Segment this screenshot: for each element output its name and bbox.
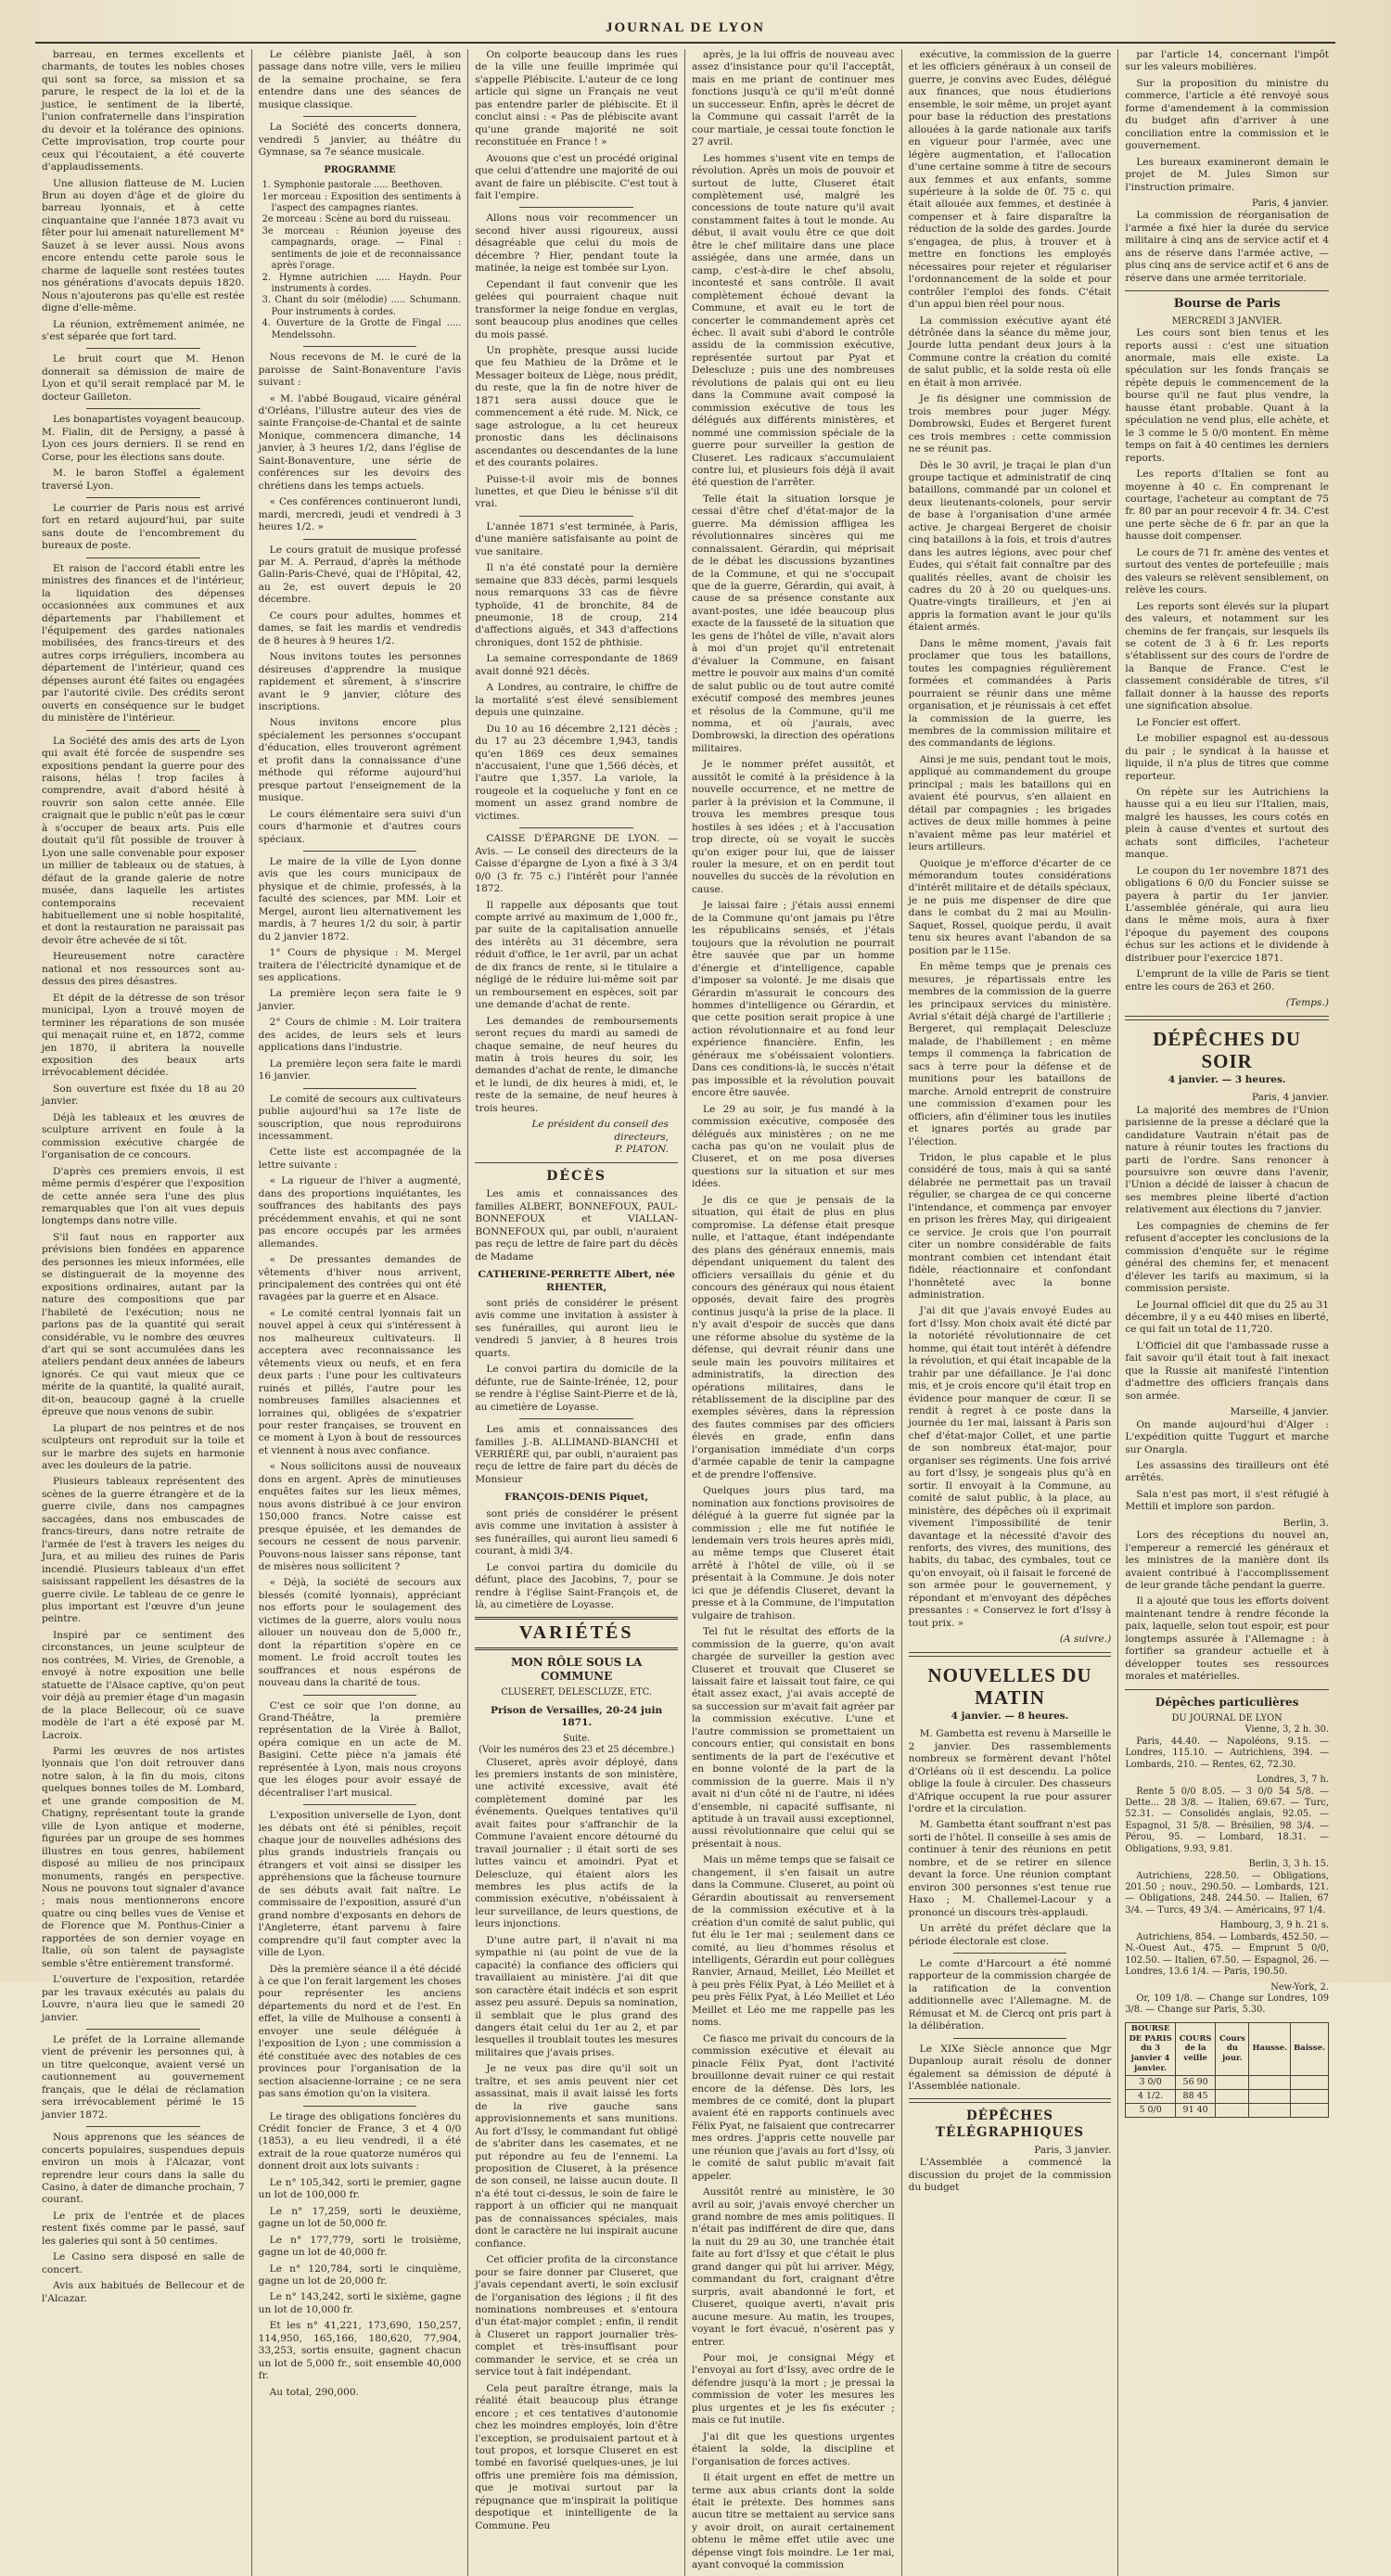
bourse-date: MERCREDI 3 JANVIER. bbox=[1171, 315, 1283, 327]
paragraph: La Société des amis des arts de Lyon qui avait été forcée de suspendre ses expositions pendant la guerre pour des raisons, hélas ! trop faciles à comprendre, avait d'abord hésité à rouvrir son salon cette année. Elle craignait que le public n'eût pas le cœur à s'occuper de beaux arts. Puis elle doutait qu'il fût possible de trouver à Lyon une salle convenable pour exposer un millier de tableaux ou de statues, à défaut de la grande galerie de notre musée, dans laquelle les artistes contemporains recevaient habituellement une si noble hospitalité, et dont la restauration ne paraissait pas devoir être achevée de si tôt. bbox=[42, 735, 245, 946]
paragraph: Il rappelle aux déposants que tout compte arrivé au maximum de 1,000 fr., par suite de la capitalisation annuelle des intérêts au 31 décembre, sera réduit d'office, le 1er avril, par un achat de dix francs de rente, si le titulaire a négligé de le réduire lui-même soit par un remboursement en espèces, soit par une demande d'achat de rente. bbox=[475, 899, 678, 1011]
paragraph: D'une autre part, il n'avait ni ma sympathie ni (au point de vue de la capacité) la confiance des officiers qui travaillaient au ministère. J'ai dit que son caractère était indécis et son esprit assez peu assuré. Depuis sa nomination, il semblait que le plus grand des dangers était celui du 1er au 2, et par lesquelles il troublait toutes les mesures militaires que j'avais prises. bbox=[475, 1934, 678, 2058]
program-item: 1er morceau : Exposition des sentiments à l'aspect des campagnes riantes. bbox=[262, 191, 462, 213]
paragraph: La réunion, extrêmement animée, ne s'est séparée que fort tard. bbox=[42, 318, 245, 342]
paragraph: Le convoi partira du domicile du défunt, place des Jacobins, 7, pour se rendre à l'église Saint-François et, de là, au cimetière de Loyasse. bbox=[475, 1561, 678, 1610]
paragraph: On colporte beaucoup dans les rues de la ville une feuille imprimée qui s'appelle Plébiscite. L'auteur de ce long article qui signe un Français ne veut pas entendre parler de plébiscite. Et il conclut ainsi : « Pas de plébiscite avant qu'une grande majorité ne soit reconstituée en France ! » bbox=[475, 49, 678, 148]
paragraph: 2° Cours de chimie : M. Loir traitera des acides, de leurs sels et leurs applications dans l'industrie. bbox=[258, 1017, 462, 1054]
divider bbox=[475, 1162, 678, 1163]
paragraph: J'ai dit que les questions urgentes étaient la solde, la discipline et l'organisation de forces actives. bbox=[692, 2430, 895, 2467]
paragraph: exécutive, la commission de la guerre et les officiers généraux à un conseil de guerre, je convins avec Eudes, délégué aux finances, que nous étudierions ensemble, le soir même, un projet ayant pour base la réduction des prestations allouées à la garde nationale aux tarifs en vigueur pour l'armée, avec une légère augmentation, et l'allocation d'une certaine somme à titre de secours aux femmes et aux enfants, somme supérieure à la solde de 0f. 75 c. qui était allouée aux femmes, et destinée à compenser et à faire disparaître la réduction de la solde des gardes. Jourde s'engagea, de plus, à trouver et à mettre en fonctions les employés nécessaires pour rejeter et régulariser l'ordonnancement de la solde et pour contrôler l'emploi des fonds. C'était d'un appui bien réel pour nous. bbox=[908, 49, 1112, 311]
paragraph: L'année 1871 s'est terminée, à Paris, d'une manière satisfaisante au point de vue sanitaire. bbox=[475, 520, 678, 557]
paragraph: Les bonapartistes voyagent beaucoup. M. Fialin, dit de Persigny, a passé à Lyon ces jours derniers. Il se rend en Corse, pour les élections sans doute. bbox=[42, 414, 245, 463]
divider bbox=[86, 557, 199, 558]
paragraph: Les amis et connaissances des familles J.-B. ALLIMAND-BIANCHI et VERRIÈRE qui, par oubli, n'auraient pas reçu de lettre de faire part du décès de Monsieur bbox=[475, 1424, 678, 1485]
table-cell: 91 40 bbox=[1175, 2103, 1215, 2117]
paragraph: Tel fut le résultat des efforts de la commission de la guerre, qu'on avait chargée de surveiller la gestion avec Cluseret et trouvait que Cluseret se laissait faire et laissait tout faire, ce qui était assez exact, j'ai avais accepté de sa succession sur m'avait fait agréer par la commission exécutive. L'une et l'autre commission se promettaient un concours entier, qui consistait en bons sentiments de la part de l'exécutive et en bonne volonté de la part de la commission de la guerre. Mais il n'y avait ni d'un côté ni de l'autre, ni idées d'ensemble, ni capacité suffisante, ni aptitude à un travail aussi exceptionnel, aussi révolutionnaire que celui qui se présentait à nous. bbox=[692, 1626, 895, 1850]
paragraph: Cluseret, après avoir déployé, dans les premiers instants de son ministère, une activité excessive, avait été complètement dominé par les événements. Quelques tentatives qu'il avait faites pour s'affranchir de la Commune l'avaient encore détourné du travail journalier ; il était sorti de ses luttes vaincu et amoindri. Pyat et Delescluze, qui étaient alors les membres les plus actifs de la commission exécutive, n'obéissaient à leur surveillance, de leurs questions, de leurs injonctions. bbox=[475, 1756, 678, 1930]
paragraph: Nous apprenons que les séances de concerts populaires, suspendues depuis environ un mois à l'Alcazar, vont reprendre leur cours dans la salle du Casino, à dater de dimanche prochain, 7 courant. bbox=[42, 2132, 245, 2206]
table-cell bbox=[1291, 2103, 1329, 2117]
paragraph: Pour moi, je consignai Mégy et l'envoyai au fort d'Issy, avec ordre de le défendre jusqu'à la mort ; je pressai la commission de voter les mesures les plus urgentes et je les fis exécuter ; mais ce fut inutile. bbox=[692, 2352, 895, 2427]
source-credit: (Temps.) bbox=[1285, 997, 1329, 1009]
dateline: Paris, 4 janvier. bbox=[1251, 197, 1329, 209]
paragraph: C'est ce soir que l'on donne, au Grand-Théâtre, la première représentation de la Virée à Ballot, opéra comique en un acte de M. Basigini. Cette pièce n'a jamais été représentée à Lyon, mais nous croyons que les éloges pour avoir essayé de décentraliser l'art musical. bbox=[258, 1699, 462, 1799]
paragraph: « M. l'abbé Bougaud, vicaire général d'Orléans, l'illustre auteur des vies de sainte Françoise-de-Chantal et de sainte Monique, commencera dimanche, 14 janvier, à 3 heures 1/2, dans l'église de Saint-Bonaventure, une série de conférences sur les devoirs des chrétiens dans les temps actuels. bbox=[258, 392, 462, 492]
paragraph: Parmi les œuvres de nos artistes lyonnais que l'on doit retrouver dans notre salon, à la fin du mois, citons quelques bonnes toiles de M. Lombard, et une grande composition de M. Chatigny, représentant toute la grande ville de Lyon antique et moderne, figurées par un groupe de ses hommes illustres en tous genres, habilement disposé au milieu de nos principaux monuments, rangés en perspective. Nous ne pouvons tout signaler d'avance ; mais nous mentionnerons encore quatre ou cinq belles vues de Venise et de Florence que M. Ponthus-Cinier a rapportées de son dernier voyage en Italie, où son talent de paysagiste semble s'être entièrement transformé. bbox=[42, 1746, 245, 1969]
table-cell: 88 45 bbox=[1175, 2089, 1215, 2103]
paragraph: Puisse-t-il avoir mis de bonnes lunettes, et que Dieu le bénisse s'il dit vrai. bbox=[475, 473, 678, 510]
paragraph: Le mobilier espagnol est au-dessous du pair ; le syndicat à la hausse et liquide, il n'a plus de titres que comme reporteur. bbox=[1125, 733, 1329, 782]
column-2 bbox=[252, 49, 469, 2576]
divider bbox=[953, 1953, 1066, 1954]
table-cell bbox=[1249, 2075, 1291, 2089]
divider bbox=[86, 730, 199, 731]
feuilleton-place: Prison de Versailles, 20-24 juin 1871. bbox=[491, 1704, 663, 1729]
concert-program bbox=[262, 180, 462, 341]
paragraph: S'il faut nous en rapporter aux prévisions bien fondées en apparence des personnes les mieux informées, elle se distinguerait de la moyenne des expositions ordinaires, autant par la nature des compositions que par l'habileté de l'exécution; nous ne parlons pas de la quantité qui serait considérable, vu le nombre des œuvres d'art qui se sont accumulées dans les ateliers pendant deux années de labeurs ignorés. Ce qui vaut mieux que ce mérite de la quantité, la qualité aurait, dit-on, beaucoup gagné à la cruelle épreuve que nous venons de subir. bbox=[42, 1231, 245, 1418]
paragraph: Nous recevons de M. le curé de la paroisse de Saint-Bonaventure l'avis suivant : bbox=[258, 352, 462, 389]
dateline: Vienne, 3, 2 h. 30. bbox=[1244, 1724, 1329, 1736]
paragraph: Cette liste est accompagnée de la lettre suivante : bbox=[258, 1147, 462, 1171]
dateline: Hambourg, 3, 9 h. 21 s. bbox=[1219, 1920, 1329, 1931]
paragraph: Paris, 44.40. — Napoléons, 9.15. — Londres, 115.10. — Autrichiens, 394. — Lombards, 210. — Rentes, 62, 72.30. bbox=[1125, 1736, 1329, 1770]
table-cell bbox=[1216, 2103, 1249, 2117]
dateline: Berlin, 3, 3 h. 15. bbox=[1248, 1859, 1329, 1870]
depeches-soir-heading: DÉPÊCHES DU SOIR bbox=[1153, 1027, 1302, 1072]
feuilleton-suite: Suite. bbox=[563, 1733, 591, 1744]
table-row bbox=[1126, 2089, 1329, 2103]
paragraph: On répète sur les Autrichiens la hausse qui a eu lieu sur l'Italien, mais, malgré les hausses, les cours cotés en plein à cause d'ventes et surtout des achats sont difficiles, l'acheteur manque. bbox=[1125, 786, 1329, 861]
paragraph: Le courrier de Paris nous est arrivé fort en retard aujourd'hui, par suite sans doute de l'encombrement du bureaux de poste. bbox=[42, 502, 245, 552]
paragraph: Le maire de la ville de Lyon donne avis que les cours municipaux de physique et de chimie, professés, à la faculté des sciences, par MM. Loir et Mergel, auront lieu alternativement les mardis, à 7 heures 1/2 du soir, à partir du 2 janvier 1872. bbox=[258, 855, 462, 942]
feuilleton-note: (Voir les numéros des 23 et 25 décembre.) bbox=[479, 1745, 675, 1756]
paragraph: Du 10 au 16 décembre 2,121 décès ; du 17 au 23 décembre 1,943, tandis qu'en 1869 ces deux semaines n'accusaient, l'une que 1,566 décès, et l'autre que 1,357. La variole, la rougeole et la coqueluche y font en ce moment un assez grand nombre de victimes. bbox=[475, 723, 678, 822]
paragraph: Le 29 au soir, je fus mandé à la commission exécutive, composée des délégués aux ministères ; on ne me cacha pas qu'on ne voulait plus de Cluseret, et on me posa diverses questions sur la situation et sur mes idées. bbox=[692, 1103, 895, 1190]
signature-name: P. PIATON. bbox=[615, 1144, 669, 1156]
divider bbox=[303, 346, 416, 347]
column-4 bbox=[685, 49, 902, 2576]
paragraph: Dès la première séance il a été décidé à ce que l'on ferait largement les choses pour représenter les anciens départements du nord et de l'est. En effet, la ville de Mulhouse a consenti à envoyer une seule déléguée à l'exposition de Lyon ; une commission a été constituée avec des notables de ces provinces pour l'organisation de la section alsacienne-lorraine ; ce ne sera pas sans émotion qu'on la visitera. bbox=[258, 1963, 462, 2100]
nouvelles-subheading: 4 janvier. — 8 heures. bbox=[951, 1710, 1069, 1722]
dateline: Berlin, 3. bbox=[1283, 1517, 1329, 1529]
program-item: 1. Symphonie pastorale ..... Beethoven. bbox=[262, 180, 443, 191]
paragraph: Le cours élémentaire sera suivi d'un cours d'harmonie et d'autres cours spéciaux. bbox=[258, 808, 462, 845]
divider bbox=[1125, 1689, 1329, 1690]
paragraph: Et dépit de la détresse de son trésor municipal, Lyon a trouvé moyen de terminer les réparations de son musée qui menaçait ruine et, en 1872, comme jen 1870, il abritera la nouvelle exposition des beaux arts irrévocablement décidée. bbox=[42, 992, 245, 1079]
paragraph: Heureusement notre caractère national et nos ressources sont au-dessus des pires désastres. bbox=[42, 951, 245, 988]
paragraph: « Déjà, la société de secours aux blessés (comité lyonnais), appréciant nos efforts pour le soulagement des victimes de la guerre, alors voulu nous allouer un nouveau don de 5,000 fr., dont la répartition s'opère en ce moment. Le froid accroît toutes les souffrances et nous espérons de nouveau dans la charité de tous. bbox=[258, 1577, 462, 1689]
paragraph: Nous invitons encore plus spécialement les personnes s'occupant d'éducation, elles trouveront agrément et profit dans la connaissance d'une méthode qui réforme aujourd'hui presque partout l'enseignement de la musique. bbox=[258, 717, 462, 804]
paragraph: Mais un même temps que se faisait ce changement, il s'en faisait un autre dans la Commune. Cluseret, au point où Gérardin aboutissait au renversement de la commission exécutive et à la création d'un comité de salut public, qui fut élu le 1er mai ; seulement dans ce comité, au lieu d'hommes résolus et intelligents, Gérardin eut pour collègues Ranvier, Arnaud, Meillet, Léo Meillet et à peu près Félix Pyat, à Léo Meillet et à peu près Félix Pyat, à Léo Meillet et Léo Meillet et Léo me me rappelle pas les noms. bbox=[692, 1854, 895, 2029]
paragraph: Avis aux habitués de Bellecour et de l'Alcazar. bbox=[42, 2280, 245, 2304]
telegraphiques-heading: DÉPÊCHES TÉLÉGRAPHIQUES bbox=[935, 2108, 1085, 2140]
paragraph: Le préfet de la Lorraine allemande vient de prévenir les personnes qui, à un titre quelconque, avaient versé un cautionnement au gouvernement français, que le délai de réclamation sera irrévocablement périmé le 15 janvier 1872. bbox=[42, 2033, 245, 2121]
paragraph: barreau, en termes excellents et charmants, de toutes les nobles choses qui sont sa force, sa mission et sa parure, le respect de la loi et de la justice, le sentiment de la liberté, l'union confraternelle dans l'inspiration du devoir et la tolérance des opinions. Cette improvisation, trop courte pour ceux qui l'écoutaient, a été couverte d'applaudissements. bbox=[42, 49, 245, 173]
program-item: 2e morceau : Scène au bord du ruisseau. bbox=[262, 214, 452, 225]
divider bbox=[303, 2106, 416, 2107]
table-cell bbox=[1216, 2075, 1249, 2089]
program-item: 4. Ouverture de la Grotte de Fingal ..... Mendelssohn. bbox=[262, 318, 462, 340]
program-item: 3e morceau : Réunion joyeuse des campagnards, orage. — Final : sentiments de joie et de reconnaissance après l'orage. bbox=[262, 225, 462, 272]
paragraph: Rente 5 0/0 8.05. — 3 0/0 54 5/8. — Dette... 28 3/8. — Italien, 69.67. — Turc, 52.31. — Consolidés anglais, 92.05. — Espagnol, 31 5/8. — Brésilien, 98 3/4. — Pérou, 95. — Lombard, 18.31. — Obligations, 9.93, 9.81. bbox=[1125, 1786, 1329, 1854]
paragraph: Plusieurs tableaux représentent des scènes de la guerre étrangère et de la guerre civile, dans nos campagnes saccagées, dans nos embuscades de francs-tireurs, dans notre retraite de l'armée de l'est à travers les neiges du Jura, et au milieu des ruines de Paris incendié. Plusieurs tableaux d'un effet saisissant rappellent les désastres de la guerre civile. Le tableau de ce genre le plus important est l'œuvre d'un jeune peintre. bbox=[42, 1476, 245, 1625]
divider bbox=[303, 116, 416, 117]
paragraph: Les assassins des tirailleurs ont été arrêtés. bbox=[1125, 1459, 1329, 1484]
paragraph: Le tirage des obligations foncières du Crédit foncier de France, 3 et 4 0/0 (1853), a eu lieu vendredi, il a été extrait de la roue quatorze numéros qui donnent droit aux lots suivants : bbox=[258, 2110, 462, 2172]
paragraph: Sala n'est pas mort, il s'est réfugié à Mettili et implore son pardon. bbox=[1125, 1488, 1329, 1513]
table-cell: 4 1/2. bbox=[1126, 2089, 1176, 2103]
divider bbox=[303, 1695, 416, 1696]
divider bbox=[86, 348, 199, 349]
paragraph: Déjà les tableaux et les œuvres de sculpture arrivent en foule à la commission exécutive chargée de l'organisation de ce concours. bbox=[42, 1111, 245, 1161]
paragraph: La commission exécutive ayant été détrônée dans la séance du même jour, Jourde lutta pendant deux jours à la Commune contre la création du comité de salut public, et la solde resta où elle en était à mon arrivée. bbox=[908, 314, 1112, 389]
paragraph: Avouons que c'est un procédé original que celui d'attendre une majorité de oui avant de faire un plébiscite. C'est tout à fait l'empire. bbox=[475, 152, 678, 201]
divider bbox=[1125, 290, 1329, 291]
paragraph: Le coupon du 1er novembre 1871 des obligations 6 0/0 du Foncier suisse se payera à partir du 1er janvier. L'assemblée générale, qui aura lieu dans le même mois, aura à fixer l'époque du payement des coupons échus sur les actions et le dividende à distribuer pour l'exercice 1871. bbox=[1125, 865, 1329, 964]
divider bbox=[519, 827, 632, 828]
paragraph: On mande aujourd'hui d'Alger : L'expédition quitte Tuggurt et marche sur Onargla. bbox=[1125, 1418, 1329, 1455]
feuilleton-authors: CLUSERET, DELESCLUZE, ETC. bbox=[501, 1687, 652, 1698]
paragraph: Il a ajouté que tous les efforts doivent maintenant tendre à rendre féconde la paix, laquelle, selon tout espoir, est pour longtemps assurée à l'Allemagne : à fortifier sa grandeur actuelle et à développer toutes ses ressources morales et matérielles. bbox=[1125, 1596, 1329, 1683]
paragraph: après, je la lui offris de nouveau avec assez d'insistance pour qu'il l'acceptât, mais en me priant de continuer mes fonctions jusqu'à ce qu'il m'eût donné un successeur. Enfin, après le décret de la Commune qui cassait l'arrêt de la cour martiale, je cessai toute fonction le 27 avril. bbox=[692, 49, 895, 148]
paragraph: Il n'a été constaté pour la dernière semaine que 833 décès, parmi lesquels nous remarquons 33 cas de fièvre typhoïde, 41 de bronchite, 84 de pneumonie, 18 de croup, 214 d'affections aiguës, et 343 d'affections chroniques, dont 152 de phthisie. bbox=[475, 562, 678, 648]
depeches-particulieres-heading: Dépêches particulières bbox=[1155, 1695, 1299, 1709]
paragraph: La première leçon sera faite le mardi 16 janvier. bbox=[258, 1057, 462, 1083]
paragraph: CAISSE D'ÉPARGNE DE LYON. — Avis. — Le conseil des directeurs de la Caisse d'épargne de Lyon a fixé à 3 3/4 0/0 (3 fr. 75 c.) l'intérêt pour l'année 1872. bbox=[475, 833, 678, 895]
dateline: New-York, 2. bbox=[1270, 1981, 1329, 1993]
divider bbox=[86, 497, 199, 498]
paragraph: « Ces conférences continueront lundi, mardi, mercredi, jeudi et vendredi à 3 heures 1/2. » bbox=[258, 496, 462, 533]
paragraph: Je fis désigner une commission de trois membres pour juger Mégy. Dombrowski, Eudes et Bergeret furent ces trois membres : cette commission ne se réunit pas. bbox=[908, 393, 1112, 455]
divider bbox=[303, 1088, 416, 1089]
paragraph: « De pressantes demandes de vêtements d'hiver nous arrivent, principalement des contrées qui ont été ravagées par la guerre et en Alsace. bbox=[258, 1254, 462, 1303]
paragraph: Et raison de l'accord établi entre les ministres des finances et de l'intérieur, la liquidation des dépenses occasionnées aux communes et aux départements par l'habillement et l'équipement des gardes nationales mobilisées, des francs-tireurs et des autres corps irréguliers, incombera au département de l'intérieur, quand ces dépenses auront été faites ou engagées par l'autorité civile. Des crédits seront ouverts en conséquence sur le budget du ministère de l'intérieur. bbox=[42, 562, 245, 724]
deceased-name: CATHERINE-PERRETTE Albert, née RHENTER, bbox=[478, 1269, 675, 1293]
paragraph: Dans le même moment, j'avais fait proclamer que tous les bataillons, toutes les compagnies régulièrement formées et commandées à Paris pourraient se réunir dans une même organisation, et je réunissais à cet effet la commission de la guerre, les membres de la commission militaire et des commandants de légions. bbox=[908, 637, 1112, 750]
paragraph: Le cours de 71 fr. amène des ventes et surtout des ventes de portefeuille ; mais des valeurs se relèvent sensiblement, on relève les cours. bbox=[1125, 546, 1329, 596]
paragraph: Le Journal officiel dit que du 25 au 31 décembre, il y a eu 440 mises en liberté, ce qui fait un total de 11,720. bbox=[1125, 1299, 1329, 1336]
paragraph: Un prophète, presque aussi lucide que feu Mathieu de la Drôme et le Messager boiteux de Liège, nous prédit, du reste, que la fin de notre hiver de 1871 sera aussi douce que le commencement a été rude. M. Nick, ce sage astrologue, a lu cet heureux pronostic dans les déclinaisons ascendantes ou descendantes de la lune et des courants polaires. bbox=[475, 344, 678, 469]
divider bbox=[519, 207, 632, 208]
paragraph: Cet officier profita de la circonstance pour se faire donner par Cluseret, que j'avais cependant averti, le soin exclusif de l'organisation des légions ; il fit des nominations nombreuses et s'entoura d'un état-major complet ; enfin, il rendit à Cluseret un rapport journalier très-complet et très-insuffisant pour commander le service, et se créa un service tout à fait indépendant. bbox=[475, 2254, 678, 2378]
paragraph: Son ouverture est fixée du 18 au 20 janvier. bbox=[42, 1083, 245, 1108]
dateline: Paris, 4 janvier. bbox=[1251, 1092, 1329, 1104]
paragraph: La Société des concerts donnera, vendredi 5 janvier, au théâtre du Gymnase, sa 7e séance musicale. bbox=[258, 122, 462, 159]
paragraph: Tridon, le plus capable et le plus considéré de tous, mais à qui sa santé délabrée ne permettait pas un travail régulier, se chargea de ce qui concerne l'intendance, et commença par envoyer en prison les frères May, qui dirigeaient ce service. Je crois que l'on pourrait citer un nombre considérable de faits montrant combien cet intendant était fidèle, réactionnaire et confondant l'honnêteté avec la bonne administration. bbox=[908, 1151, 1112, 1301]
divider bbox=[1125, 1016, 1329, 1020]
paragraph: « Nous sollicitons aussi de nouveaux dons en argent. Après de minutieuses enquêtes faites sur les lieux mêmes, nous avons distribué à ce jour environ 150,000 francs. Notre caisse est presque épuisée, et les demandes de secours ne cessent de nous parvenir. Pouvons-nous laisser sans réponse, tant de misères nous sollicitent ? bbox=[258, 1461, 462, 1572]
paragraph: La première leçon sera faite le 9 janvier. bbox=[258, 988, 462, 1012]
paragraph: L'Assemblée a commencé la discussion du projet de la commission du budget bbox=[908, 2157, 1112, 2194]
paragraph: 1° Cours de physique : M. Mergel traitera de l'électricité dynamique et de ses applications. bbox=[258, 947, 462, 984]
paragraph: En même temps que je prenais ces mesures, je répartissais entre les membres de la commission de la guerre les principaux services du ministère. Avrial s'était déjà chargé de l'artillerie ; Bergeret, qui remplaçait Delescluze malade, de l'habillement ; en même temps il commença la fabrication de sacs à terre pour la défense et de munitions pour les bataillons de marche. Arnold entreprit de construire une commission d'examen pour les officiers, afin d'éliminer tous les inutiles et ignares portés au grade par l'élection. bbox=[908, 961, 1112, 1147]
divider bbox=[953, 2038, 1066, 2039]
paragraph: L'emprunt de la ville de Paris se tient entre les cours de 263 et 260. bbox=[1125, 968, 1329, 993]
table-header-cell: Baisse. bbox=[1291, 2022, 1329, 2075]
table-cell: 3 0/0 bbox=[1126, 2075, 1176, 2089]
paragraph: Un arrêté du préfet déclare que la période électorale est close. bbox=[908, 1923, 1112, 1947]
paragraph: Je laissai faire ; j'étais aussi ennemi de la Commune qu'ont jamais pu l'être les républicains sensés, et j'étais toujours que la révolution ne pourrait être sauvée que par un homme d'énergie et d'intelligence, capable d'imposer sa volonté. Je me disais que Gérardin m'assurait le concours des hommes d'intelligence ou Gérardin, et que cette position serait propice à une action révolutionnaire et au fond leur expérience financière. Enfin, les généraux me s'obéissaient volontiers. Dans ces conditions-là, le succès n'était pas impossible et la révolution pouvait encore être sauvée. bbox=[692, 900, 895, 1099]
divider bbox=[909, 1652, 1112, 1657]
nouvelles-heading: NOUVELLES DU MATIN bbox=[927, 1663, 1092, 1709]
paragraph: « Le comité central lyonnais fait un nouvel appel à ceux qui s'intéressent à nos malheureux cultivateurs. Il acceptera avec reconnaissance les vêtements vieux ou neufs, et en fera deux parts : l'une pour les cultivateurs ruinés et pillés, l'autre pour les nombreuses familles alsaciennes et lorraines qui, obligées de s'expatrier pour rester françaises, se trouvent en ce moment à Lyon à bout de ressources et viennent à nous avec confiance. bbox=[258, 1307, 462, 1456]
paragraph: Allons nous voir recommencer un second hiver aussi rigoureux, aussi désagréable que celui du mois de décembre ? Hier, pendant toute la matinée, la neige est tombée sur Lyon. bbox=[475, 212, 678, 275]
paragraph: Autrichiens, 228.50. — Obligations, 201.50 ; nouv., 290.50. — Lombards, 121. — Obligations, 248. 244.50. — Italien, 67 3/4. — Turcs, 49 3/4. — Américains, 97 1/4. bbox=[1125, 1870, 1329, 1916]
paragraph: M. Gambetta est revenu à Marseille le 2 janvier. Des rassemblements nombreux se formèrent devant l'hôtel d'Orléans où il est descendu. La police oblige la foule à circuler. Des chasseurs d'Afrique occupent la rue pour assurer l'ordre et la circulation. bbox=[908, 1728, 1112, 1814]
paragraph: Le cours gratuit de musique professé par M. A. Perraud, d'après la méthode Galin-Paris-Chevé, quai de l'Hôpital, 42, au 2e, est ouvert depuis le 20 décembre. bbox=[258, 544, 462, 606]
paragraph: A Londres, au contraire, le chiffre de la mortalité s'est élevé sensiblement depuis une quinzaine. bbox=[475, 682, 678, 719]
paragraph: Une allusion flatteuse de M. Lucien Brun au doyen d'âge et de gloire du barreau lyonnais, et à cette cinquantaine que l'année 1873 avait vu fêter pour lui amenait naturellement M° Sauzet à se lever aussi. Nous avons encore entendu cette parole sous le charme de laquelle sont restées toutes nos générations d'avocats depuis 1820. Nous n'ajouterons pas qu'elle est restée digne d'elle-même. bbox=[42, 177, 245, 314]
depeches-particulieres-subheading: DU JOURNAL DE LYON bbox=[1171, 1712, 1283, 1724]
paragraph: « La rigueur de l'hiver a augmenté, dans des proportions inquiétantes, les souffrances des habitants des pays précédemment envahis, et qui ne sont pas encore occupés par les armées allemandes. bbox=[258, 1175, 462, 1250]
paragraph: Le n° 120,784, sorti le cinquième, gagne un lot de 20,000 fr. bbox=[258, 2262, 462, 2287]
paragraph: Or, 109 1/8. — Change sur Londres, 109 3/8. — Change sur Paris, 5.30. bbox=[1125, 1993, 1329, 2016]
table-cell bbox=[1249, 2089, 1291, 2103]
paragraph: Le Foncier est offert. bbox=[1136, 716, 1242, 728]
paragraph: M. le baron Stoffel a également traversé Lyon. bbox=[42, 468, 245, 492]
table-cell bbox=[1291, 2075, 1329, 2089]
signature-title: Le président du conseil des directeurs, bbox=[531, 1119, 669, 1143]
paragraph: Nous invitons toutes les personnes désireuses d'apprendre la musique rapidement et sûrement, à s'inscrire avant le 9 janvier, clôture des inscriptions. bbox=[258, 651, 462, 712]
deceased-name: FRANÇOIS-DENIS Piquet, bbox=[504, 1492, 649, 1504]
divider bbox=[909, 2098, 1112, 2103]
paragraph: La plupart de nos peintres et de nos sculpteurs ont reproduit sur la toile et sur le marbre des sujets en harmonie avec les douleurs de la patrie. bbox=[42, 1422, 245, 1472]
paragraph: Ainsi je me suis, pendant tout le mois, appliqué au commandement du groupe principal ; mais les bataillons qui en avaient été pourvus, s'en allaient en détail par compagnies ; les brigades actives de deux mille hommes à peine n'avaient même pas leur matériel et leurs artilleurs. bbox=[908, 753, 1112, 853]
divider bbox=[86, 2029, 199, 2030]
column-6 bbox=[1118, 49, 1335, 2576]
paragraph: Le n° 143,242, sorti le sixième, gagne un lot de 10,000 fr. bbox=[258, 2291, 462, 2315]
dateline: Londres, 3, 7 h. bbox=[1257, 1775, 1329, 1786]
paragraph: Aussitôt rentré au ministère, le 30 avril au soir, j'avais envoyé chercher un grand nombre de mes amis politiques. Il n'était pas indifférent de dire que, dans la nuit du 29 au 30, une tranchée était faite au fort d'Issy et que c'était le plus grand danger qui pût lui arriver. Mégy, commandant du fort, craignant d'être surpris, avait abandonné le fort, et Cluseret, quoique averti, n'avait pris aucune mesure. Au matin, les troupes, voyant le fort évacué, n'osèrent pas y entrer. bbox=[692, 2186, 895, 2348]
paragraph: Au total, 290,000. bbox=[269, 2386, 360, 2398]
bourse-table bbox=[1125, 2022, 1329, 2118]
paragraph: sont priés de considérer le présent avis comme une invitation à assister à ses funérailles, qui auront lieu samedi 6 courant, à midi 3/4. bbox=[475, 1507, 678, 1557]
columns bbox=[35, 49, 1335, 2571]
column-3 bbox=[468, 49, 685, 2576]
paragraph: Les compagnies de chemins de fer refusent d'accepter les conclusions de la commission d'enquête sur le régime général des chemins fer, et menacent d'élever les tarifs au maximum, si la commission persiste. bbox=[1125, 1220, 1329, 1295]
paragraph: J'ai dit que j'avais envoyé Eudes au fort d'Issy. Mon choix avait été dicté par la notoriété révolutionnaire de cet homme, qui était tout intérêt à défendre la révolution, et qui était incapable de la trahir par une défaillance. Je l'ai donc mis, et je crois encore qu'il était trop en évidence pour manquer de cœur. Il se rendit à regret à ce poste dans la journée du 1er mai, laissant à Paris son chef d'état-major Collet, et une partie de son nombreux état-major, pour organiser ses régiments. Une fois arrivé au fort d'Issy, je songeais plus qu'à en sortir. Il envoyait à la Commune, au comité de salut public, à la place, au ministère, des dépêches où il exprimait vivement l'impossibilité de tenir davantage et la nécessité d'avoir des renforts, des vivres, des munitions, des habits, du tabac, des cymbales, tout ce qu'on envoyait, où il faisait le forcené de son armée pour le gouvernement, y répondant et m'envoyant des dépêches pressantes : « Conservez le fort d'Issy à tout prix. » bbox=[908, 1305, 1112, 1629]
paragraph: Le XIXe Siècle annonce que Mgr Dupanloup aurait résolu de donner également sa démission de député à l'Assemblée nationale. bbox=[908, 2043, 1112, 2093]
paragraph: Quelques jours plus tard, ma nomination aux fonctions provisoires de délégué à la guerre fut signée par la commission ; elle me fut notifiée le lendemain vers trois heures après midi, au même temps que Cluseret était arrêté à l'hôtel de ville, où il se présentait à la Commune. Je dois noter ici que je défendis Cluseret, devant la presse et à la Commune, de l'imputation vulgaire de trahison. bbox=[692, 1485, 895, 1621]
table-row bbox=[1126, 2103, 1329, 2117]
paragraph: Le Casino sera disposé en salle de concert. bbox=[42, 2251, 245, 2275]
paragraph: Telle était la situation lorsque je cessai d'être chef d'état-major de la guerre. Ma démission affligea les révolutionnaires sincères qui me connaissaient. Gérardin, qui méprisait de le débat les discussions byzantines de la Commune, et qui ne s'occupait que de la guerre, Gérardin, qui avait, à cause de sa présence constante aux avant-postes, une idée beaucoup plus exacte de la fausseté de la situation que les gens de l'hôtel de ville, n'avait alors à moi d'un projet qu'il entretenait d'évaluer la Commune, en faisant mettre le pouvoir aux mains d'un comité de salut public ou de tout autre comité exécutif composé des membres jeunes et résolus de la Commune, qu'il me nomma, et où j'aurais, avec Dombrowski, la direction des opérations militaires. bbox=[692, 493, 895, 754]
column-5 bbox=[902, 49, 1119, 2576]
deces-heading: DÉCÈS bbox=[546, 1168, 607, 1184]
divider bbox=[86, 408, 199, 409]
divider bbox=[86, 2126, 199, 2127]
paragraph: Le n° 177,779, sorti le troisième, gagne un lot de 40,000 fr. bbox=[258, 2234, 462, 2259]
paragraph: Le n° 17,259, sorti le deuxième, gagne un lot de 50,000 fr. bbox=[258, 2205, 462, 2230]
feuilleton-title: MON RÔLE SOUS LA COMMUNE bbox=[511, 1655, 643, 1684]
table-header-cell: Hausse. bbox=[1249, 2022, 1291, 2075]
paragraph: Quoique je m'efforce d'écarter de ce mémorandum toutes considérations d'intérêt militaire et de détails spéciaux, je ne puis me dispenser de dire que dans le combat du 2 mai au Moulin-Saquet, Rossel, quoique perdu, il avait tenu six heures avant l'abandon de sa position par le 115e. bbox=[908, 857, 1112, 956]
paragraph: par l'article 14, concernant l'impôt sur les valeurs mobilières. bbox=[1125, 49, 1329, 73]
column-1 bbox=[35, 49, 252, 2576]
paragraph: L'exposition universelle de Lyon, dont les débats ont été si pénibles, reçoit chaque jour de nouvelles adhésions des plus grands industriels français ou étrangers et voit ainsi se dissiper les appréhensions que la fâcheuse tournure de ses débuts avait fait naître. Le commissaire de l'exposition, assuré d'un grand nombre d'exposants en dehors de l'Angleterre, étant parvenu à faire comprendre qu'il faut compter avec la ville de Lyon. bbox=[258, 1810, 462, 1959]
paragraph: Les demandes de remboursements seront reçues du mardi au samedi de chaque semaine, de neuf heures du matin à trois heures du soir, les demandes d'achat de rente, le dimanche et le lundi, de dix heures à midi, et, le reste de la semaine, de neuf heures à trois heures. bbox=[475, 1015, 678, 1114]
paragraph: Inspiré par ce sentiment des circonstances, un jeune sculpteur de nos contrées, M. Viries, de Grenoble, a envoyé à notre exposition une belle statuette de l'Alsace captive, qu'on peut voir déjà au premier étage d'un magasin de la place Bellecour, où ce suave modèle de l'art a été exposé par M. Lacroix. bbox=[42, 1629, 245, 1741]
to-be-continued: (A suivre.) bbox=[1059, 1634, 1112, 1646]
divider bbox=[519, 1418, 632, 1419]
paragraph: La semaine correspondante de 1869 avait donné 921 décès. bbox=[475, 653, 678, 677]
paragraph: Les reports d'Italien se font au moyenne à 40 c. En comprenant le courtage, l'acheteur au comptant de 75 fr. 80 par an pour recevoir 4 fr. 34. C'est une perte sèche de 6 fr. par an que la hausse doit compenser. bbox=[1125, 468, 1329, 543]
paragraph: Autrichiens, 854. — Lombards, 452.50. — N.-Ouest Aut., 475. — Emprunt 5 0/0, 102.50. — Italien, 67.50. — Espagnol, 26. — Londres, 13.6 1/4. — Paris, 190.50. bbox=[1125, 1931, 1329, 1978]
table-cell: 56 90 bbox=[1175, 2075, 1215, 2089]
paragraph: Le prix de l'entrée et de places restent fixés comme par le passé, sauf les galeries qui sont à 50 centimes. bbox=[42, 2210, 245, 2247]
paragraph: La commission de réorganisation de l'armée a fixé hier la durée du service militaire à cinq ans de service actif et 4 ans de réserve dans l'armée active, — plus cinq ans de service actif et 6 ans de réserve dans une armée territoriale. bbox=[1125, 210, 1329, 284]
paragraph: Cependant il faut convenir que les gelées qui pourraient chaque nuit transformer la neige fondue en verglas, sont beaucoup plus anodines que celles du mois passé. bbox=[475, 278, 678, 340]
program-item: 3. Chant du soir (mélodie) ..... Schumann. Pour instruments à cordes. bbox=[262, 295, 462, 317]
dateline: Marseille, 4 janvier. bbox=[1230, 1406, 1329, 1418]
varietes-heading: VARIÉTÉS bbox=[475, 1617, 678, 1649]
program-title: PROGRAMME bbox=[324, 164, 396, 175]
divider bbox=[519, 516, 632, 517]
divider bbox=[303, 1804, 416, 1805]
table-cell: 5 0/0 bbox=[1126, 2103, 1176, 2117]
paragraph: sont priés de considérer le présent avis comme une invitation à assister à ses funérailles, qui auront lieu le vendredi 5 janvier, à 8 heures trois quarts. bbox=[475, 1298, 678, 1359]
paragraph: Je dis ce que je pensais de la situation, qui était de plus en plus compromise. La défense était presque nulle, et l'attaque, étant indépendante des plans des généraux ennemis, mais dépendant uniquement du talent des officiers versaillais du génie et du concours des généraux qui nous étaient opposés, devait faire des progrès continus jusqu'à la prise de la place. Il n'y avait d'espoir de succès que dans une réforme absolue du système de la défense, qui devrait réunir dans une seule main les pouvoirs militaires et administratifs, la direction des opérations militaires, dans le rétablissement de la discipline par des exemples sévères, dans la répression des fautes commises par des officiers élevés en grade, enfin dans l'organisation immédiate d'un corps d'armée capable de tenir la campagne et de prendre l'offensive. bbox=[692, 1194, 895, 1480]
divider bbox=[303, 851, 416, 852]
paragraph: Sur la proposition du ministre du commerce, l'article a été renvoyé sous forme d'amendement à la commission du budget afin d'arriver à une conciliation entre la commission et le gouvernement. bbox=[1125, 77, 1329, 152]
table-cell bbox=[1291, 2089, 1329, 2103]
table-header-cell: BOURSE DE PARIS du 3 janvier 4 janvier. bbox=[1126, 2022, 1176, 2075]
table-header-cell: COURS de la veille bbox=[1175, 2022, 1215, 2075]
program-item: 2. Hymne autrichien ..... Haydn. Pour instruments à cordes. bbox=[262, 272, 462, 294]
paragraph: Je ne veux pas dire qu'il soit un traître, et ses amis peuvent nier cet assassinat, mais il avait laissé les forts de la rive gauche sans approvisionnements et sans munitions. Au fort d'Issy, le commandant fut obligé de s'abriter dans les casemates, et ne put répondre au feu de l'ennemi. La proposition de Cluseret, à la présence de son conseil, ne laisse aucun doute. Il n'a été tout ci-dessus, le soin de faire le rapport à un officier qui ne manquait pas de connaissances spéciales, mais dont le caractère ne lui inspirait aucune confiance. bbox=[475, 2063, 678, 2249]
paragraph: Lors des réceptions du nouvel an, l'empereur a remercié les généraux et les ministres de la manière dont ils avaient contribué à l'accomplissement de leur grande tâche pendant la guerre. bbox=[1125, 1530, 1329, 1592]
divider bbox=[303, 539, 416, 540]
table-cell bbox=[1216, 2089, 1249, 2103]
paragraph: Cela peut paraître étrange, mais la réalité était beaucoup plus étrange encore ; et ces tentatives d'autonomie chez les moindres employés, loin d'être l'exception, se produisaient partout et à tout propos, et lorsque Cluseret en est tombé en favorisé quelques-unes, je lui offris une première fois ma démission, que je motivai surtout par la répugnance que m'inspirait la politique despotique et inintelligente de la Commune. Peu bbox=[475, 2382, 678, 2531]
masthead: JOURNAL DE LYON bbox=[35, 20, 1335, 44]
paragraph: L'ouverture de l'exposition, retardée par les travaux exécutés au palais du Louvre, n'aura lieu que le samedi 20 janvier. bbox=[42, 1974, 245, 2023]
paragraph: Les bureaux examineront demain le projet de M. Jules Simon sur l'instruction primaire. bbox=[1125, 156, 1329, 193]
bourse-heading: Bourse de Paris bbox=[1173, 297, 1281, 312]
paragraph: Le célèbre pianiste Jaël, à son passage dans notre ville, vers le milieu de la semaine prochaine, se fera entendre dans une des séances de musique classique. bbox=[258, 49, 462, 110]
paragraph: Ce fiasco me privait du concours de la commission exécutive et élevait au pinacle Félix Pyat, dont l'activité brouillonne devait ruiner ce qui restait encore de la défense. Dès lors, les membres de ce comité, dont la plupart avaient été en rapports continuels avec Félix Pyat, ne faisaient que contrecarrer mes ordres. J'appris cette nouvelle par une réunion que j'avais au fort d'Issy, où le comité de salut public m'avait fait appeler. bbox=[692, 2032, 895, 2182]
paragraph: Et les n° 41,221, 173,690, 150,257, 114,950, 165,166, 180,620, 77,904, 33,253, sortis ensuite, gagnent chacun un lot de 5,000 fr., soit ensemble 40,000 fr. bbox=[258, 2320, 462, 2382]
table-header-row bbox=[1126, 2022, 1329, 2075]
paragraph: M. Gambetta étant souffrant n'est pas sorti de l'hôtel. Il conseille à ses amis de continuer à tenir des réunions en petit nombre, et de se retirer en silence devant la force. Une réunion comptant environ 300 personnes s'est tenue rue Haxo ; M. Challemel-Lacour y a prononcé un discours très-applaudi. bbox=[908, 1819, 1112, 1918]
paragraph: Il était urgent en effet de mettre un terme aux abus criants dont la solde était le prétexte. Des hommes sans aucun titre se mettaient au service sans y avoir droit, on aurait certainement obtenu le même effet utile avec une dépense vingt fois moindre. Le 1er mai, ayant convoqué la commission bbox=[692, 2472, 895, 2571]
paragraph: Je le nommer préfet aussitôt, et aussitôt le comité à la présidence à la nouvelle occurrence, et ne mettre de parler à la prévision et la Commune, il trouva les membres presque tous hostiles à ses idées ; et à l'accusation trop directe, où se voyait le succès qu'on exiger pour lui, que de laisser rouler la mesure, et on en perdit tout nouvelles du succès de la révolution en cause. bbox=[692, 759, 895, 895]
paragraph: Ce cours pour adultes, hommes et dames, se fait les mardis et vendredis de 8 heures à 9 heures 1/2. bbox=[258, 609, 462, 647]
paragraph: Le n° 105,342, sorti le premier, gagne un lot de 100,000 fr. bbox=[258, 2176, 462, 2201]
paragraph: Les amis et connaissances des familles ALBERT, BONNEFOUX, PAUL-BONNEFOUX et VIALLAN-BONNEFOUX qui, par oubli, n'auraient pas reçu de lettre de faire part du décès de Madame bbox=[475, 1188, 678, 1262]
dateline: Paris, 3 janvier. bbox=[1034, 2144, 1112, 2156]
paragraph: Dès le 30 avril, je traçai le plan d'un groupe tactique et administratif de cinq bataillons, commandé par un colonel et deux lieutenants-colonels, pour servir de base à l'organisation d'une armée active. Je chargeai Bergeret de choisir cinq bataillons à la fois, et trois d'autres dans les autres légions, avec pour chef Eudes, qui s'était fait connaître par des qualités réelles, avant de choisir les cadres du 20 à 20 ou quelques-uns. Quatre-vingts tirailleurs, et j'en ai appris la formation avant le jour qu'ils étaient armés. bbox=[908, 459, 1112, 634]
table-row bbox=[1126, 2075, 1329, 2089]
paragraph: Le bruit court que M. Henon donnerait sa démission de maire de Lyon et qu'il serait remplacé par M. le docteur Gailleton. bbox=[42, 353, 245, 403]
paragraph: D'après ces premiers envois, il est même permis d'espérer que l'exposition de cette année sera l'une des plus remarquables que l'on ait vues depuis longtemps dans notre ville. bbox=[42, 1165, 245, 1227]
paragraph: Les hommes s'usent vite en temps de révolution. Après un mois de pouvoir et surtout de lutte, Cluseret était complètement usé, malgré les concessions de toute nature qu'il avait constamment faites à tout le monde. Au début, il avait voulu être ce que doit être le chef militaire dans une place assiégée, dans une armée, dans un camp, c'est-à-dire le chef absolu, incontesté et sans contrôle. Il avait complètement échoué devant la Commune, et avait eu le tort de concerter le commandement après cet échec. Il avait subi d'abord le contrôle assidu de la commission exécutive, représentée surtout par Pyat et Delescluze ; puis une des nombreuses révolutions de palais qui ont eu lieu dans la Commune avait composé la commission exécutive de tous les délégués aux différents ministères, et nommé une commission spéciale de la guerre pour surveiller la gestion de Cluseret. Les radicaux s'accumulaient contre lui, et plusieurs fois déjà il avait été question de l'arrêter. bbox=[692, 152, 895, 489]
paragraph: Le comte d'Harcourt a été nommé rapporteur de la commission chargée de la ratification de la convention additionnelle avec l'Allemagne. M. de Rémusat et M. de Clercq ont pris part à la délibération. bbox=[908, 1957, 1112, 2032]
paragraph: La majorité des membres de l'Union parisienne de la presse a déclaré que la candidature Vautrain n'était pas de nature à réunir toutes les fractions du parti de l'ordre. Sans renoncer à poursuivre son œuvre dans l'avenir, l'Union a décidé de laisser à chacun de ses membres pleine liberté d'action relativement aux élections du 7 janvier. bbox=[1125, 1104, 1329, 1216]
paragraph: L'Officiel dit que l'ambassade russe a fait savoir qu'il était tout à fait inexact que la Russie ait manifesté l'intention d'admettre des officiers français dans son armée. bbox=[1125, 1339, 1329, 1402]
table-header-cell: Cours du jour. bbox=[1216, 2022, 1249, 2075]
depeches-soir-subheading: 4 janvier. — 3 heures. bbox=[1168, 1073, 1286, 1085]
table-cell bbox=[1249, 2103, 1291, 2117]
paragraph: Le convoi partira du domicile de la défunte, rue de Sainte-Irénée, 12, pour se rendre à l'église Saint-Pierre et de là, au cimetière de Loyasse. bbox=[475, 1364, 678, 1413]
paragraph: Les cours sont bien tenus et les reports aussi : c'est une situation anormale, mais elle existe. La spéculation sur les fonds français se répète depuis le commencement de la bourse qu'il ne faut plus vendre, la hausse étant probable. Quant à la spéculation ne vend plus, elle achète, et le 3 comme le 5 0/0 montent. En mème temps on fait à 40 centimes les derniers reports. bbox=[1125, 327, 1329, 464]
paragraph: Le comité de secours aux cultivateurs publie aujourd'hui sa 17e liste de souscription, que nous reproduirons incessamment. bbox=[258, 1093, 462, 1143]
paragraph: Les reports sont élevés sur la plupart des valeurs, et notamment sur les chemins de fer français, sur lesquels ils se cotent de 3 à 6 fr. Les reports s'établissent sur des cours de l'ordre de la Banque de France. C'est le classement considérable de titres, s'il fallait donner à la hausse des reports une signification absolue. bbox=[1125, 600, 1329, 712]
